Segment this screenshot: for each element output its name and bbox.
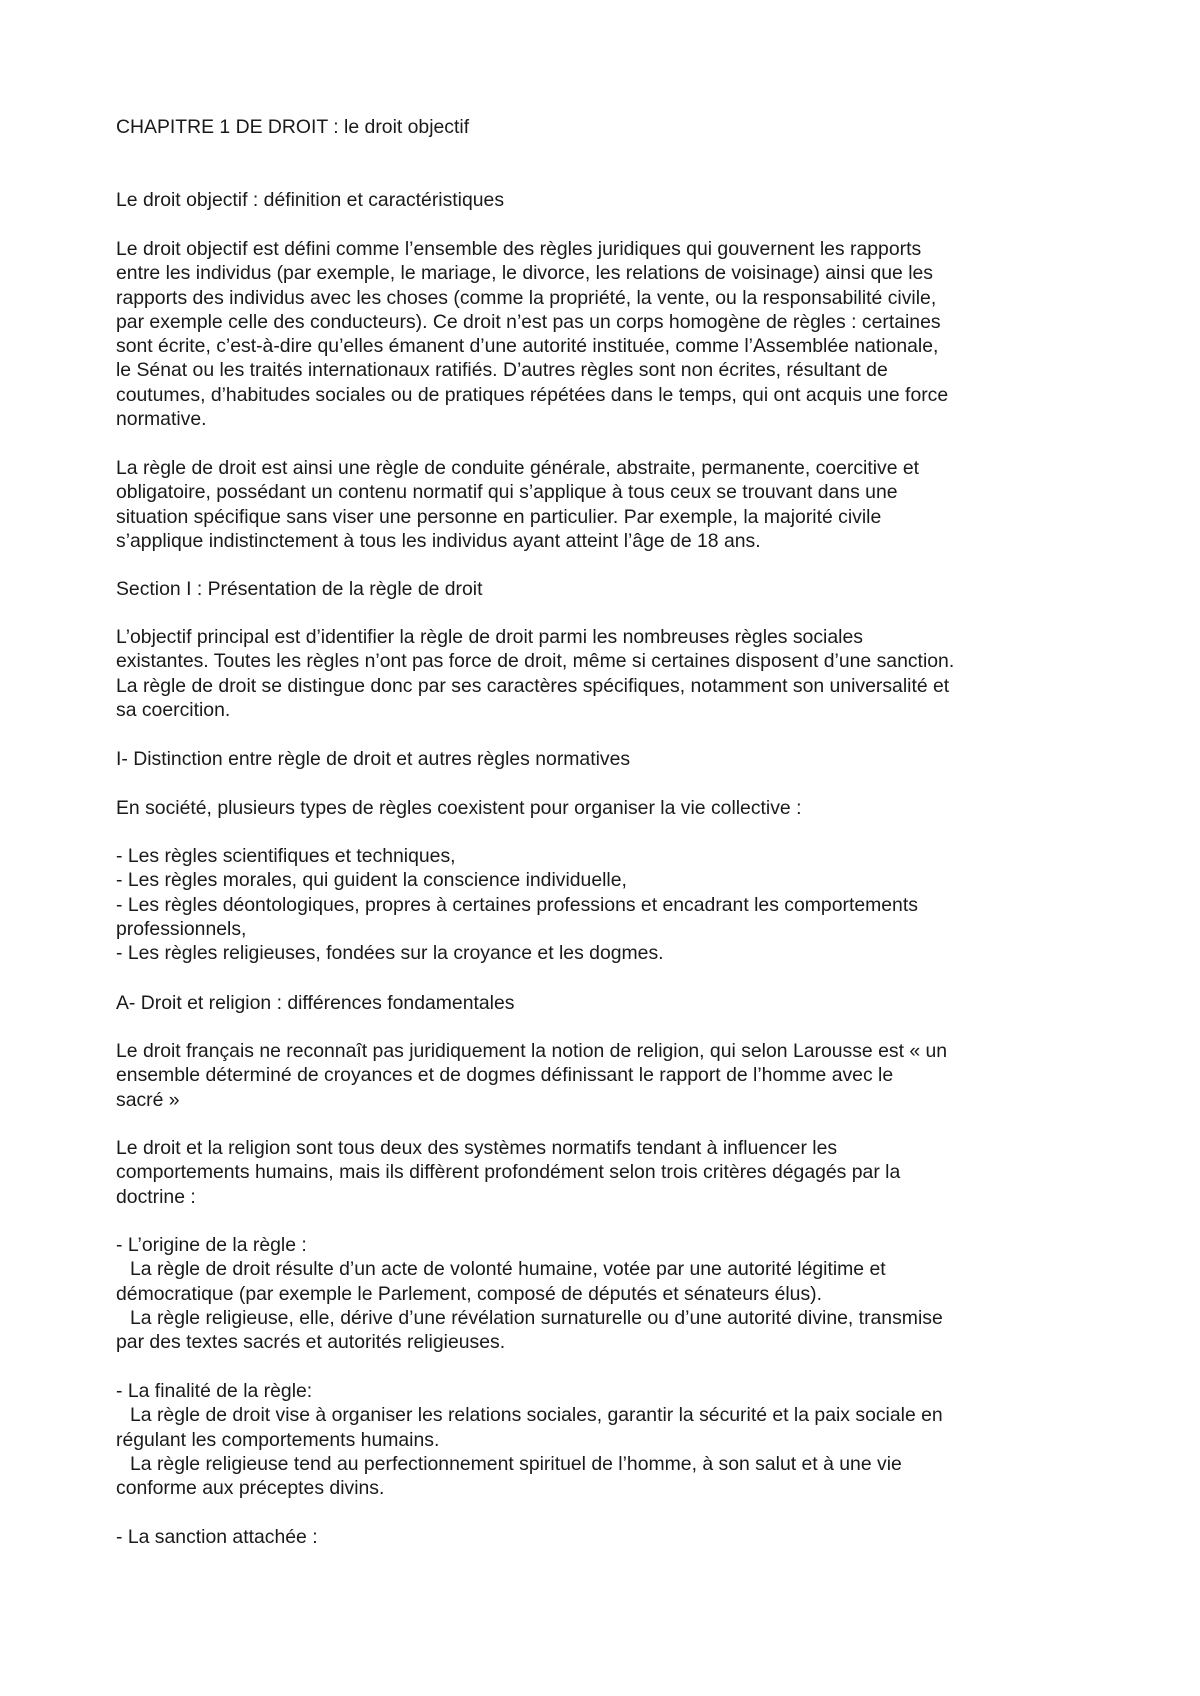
paragraph-line: L’objectif principal est d’identifier la règle de droit parmi les nombreuses règles sociales [116,626,863,648]
criterion-line: La règle de droit vise à organiser les relations sociales, garantir la sécurité et la paix sociale en [130,1404,943,1427]
paragraph-objective [116,625,1101,722]
list-item: - Les règles morales, qui guident la conscience individuelle, [116,869,627,892]
paragraph-line: comportements humains, mais ils diffèrent profondément selon trois critères dégagés par la [116,1161,901,1184]
paragraph-line: coutumes, d’habitudes sociales ou de pratiques répétées dans le temps, qui ont acquis une force [116,383,949,406]
paragraph-society [116,796,1101,820]
subtitle-text: Le droit objectif : définition et caractéristiques [116,189,505,211]
criterion-origin [116,1233,1101,1354]
paragraph-line: s’applique indistinctement à tous les individus ayant atteint l’âge de 18 ans. [116,529,761,552]
list-item: - Les règles religieuses, fondées sur la croyance et les dogmes. [116,942,664,965]
paragraph-line: normative. [116,408,207,431]
paragraph-line: doctrine : [116,1185,196,1208]
criterion-sanction [116,1525,1101,1549]
paragraph-line: La règle de droit se distingue donc par ses caractères spécifiques, notamment son universalité et [116,674,950,697]
criterion-line: par des textes sacrés et autorités religieuses. [116,1331,506,1354]
criterion-line: La règle religieuse tend au perfectionnement spirituel de l’homme, à son salut et à une vie [130,1452,902,1475]
paragraph-line: sacré » [116,1088,180,1111]
heading-text: A- Droit et religion : différences fondamentales [116,992,515,1014]
list-item: - Les règles scientifiques et techniques, [116,845,456,867]
paragraph-line: sont écrite, c’est-à-dire qu’elles émanent d’une autorité instituée, comme l’Assemblée nationale, [116,335,939,358]
paragraph-line: Le droit et la religion sont tous deux des systèmes normatifs tendant à influencer les [116,1137,838,1159]
paragraph-line: le Sénat ou les traités internationaux ratifiés. D’autres règles sont non écrites, résultant de [116,359,888,382]
list-item: professionnels, [116,917,247,940]
paragraph-line: ensemble déterminé de croyances et de dogmes définissant le rapport de l’homme avec le [116,1064,894,1087]
title-text: CHAPITRE 1 DE DROIT : le droit objectif [116,116,470,138]
criterion-line: régulant les comportements humains. [116,1428,440,1451]
heading-distinction [116,747,1101,771]
paragraph-line: obligatoire, possédant un contenu normatif qui s’applique à tous ceux se trouvant dans une [116,481,898,504]
list-item: - Les règles déontologiques, propres à certaines professions et encadrant les comportements [116,893,918,916]
paragraph-line: situation spécifique sans viser une personne en particulier. Par exemple, la majorité civile [116,505,882,528]
criterion-finality [116,1379,1101,1500]
paragraph-line: rapports des individus avec les choses (comme la propriété, la vente, ou la responsabilité civile, [116,286,937,309]
document-subtitle [116,188,1101,212]
criterion-line: démocratique (par exemple le Parlement, composé de députés et sénateurs élus). [116,1282,822,1305]
rules-list [116,844,1101,965]
paragraph-rule-characteristics [116,456,1101,553]
criterion-label: - La sanction attachée : [116,1526,318,1548]
criterion-label: - La finalité de la règle: [116,1380,313,1402]
section-heading [116,577,1101,601]
paragraph-religion-definition [116,1039,1101,1112]
paragraph-line: Le droit objectif est défini comme l’ensemble des règles juridiques qui gouvernent les rapports [116,238,922,260]
section-heading-text: Section I : Présentation de la règle de droit [116,578,483,600]
criterion-line: La règle de droit résulte d’un acte de volonté humaine, votée par une autorité légitime et [130,1258,886,1281]
paragraph-line: La règle de droit est ainsi une règle de conduite générale, abstraite, permanente, coercitive et [116,457,920,479]
paragraph-normative-systems [116,1136,1101,1209]
document-title [116,115,1101,139]
heading-law-and-religion [116,991,1101,1015]
criterion-line: conforme aux préceptes divins. [116,1477,385,1500]
criterion-line: La règle religieuse, elle, dérive d’une révélation surnaturelle ou d’une autorité divine, transmise [130,1306,943,1329]
paragraph-line: par exemple celle des conducteurs). Ce droit n’est pas un corps homogène de règles : certaines [116,310,941,333]
paragraph-line: existantes. Toutes les règles n’ont pas force de droit, même si certaines disposent d’une sanction. [116,650,955,673]
paragraph-line: sa coercition. [116,698,231,721]
paragraph-definition [116,237,1101,431]
criterion-label: - L’origine de la règle : [116,1234,307,1256]
paragraph-line: Le droit français ne reconnaît pas juridiquement la notion de religion, qui selon Larousse est « un [116,1040,948,1062]
heading-text: I- Distinction entre règle de droit et autres règles normatives [116,748,631,770]
paragraph-line: entre les individus (par exemple, le mariage, le divorce, les relations de voisinage) ainsi que les [116,262,933,285]
paragraph-line: En société, plusieurs types de règles coexistent pour organiser la vie collective : [116,797,802,819]
